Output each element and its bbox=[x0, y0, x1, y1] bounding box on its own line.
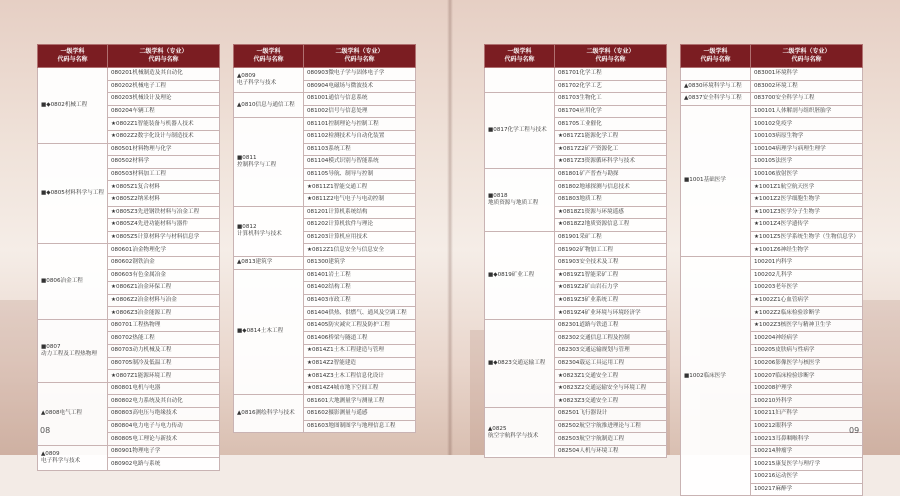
specialty-cell: ★1001Z1航空航天医学 bbox=[751, 181, 863, 194]
specialty-cell: ★0819Z4矿业环境与环境经济学 bbox=[555, 307, 667, 320]
discipline-cell: ▲0808电气工程 bbox=[38, 382, 108, 445]
specialty-cell: 100101人体解剖与组织胚胎学 bbox=[751, 105, 863, 118]
specialty-cell: 080801电机与电器 bbox=[108, 382, 220, 395]
specialty-cell: 100104病理学与病理生理学 bbox=[751, 143, 863, 156]
discipline-cell: ■◆0823交通运输工程 bbox=[485, 319, 555, 407]
specialty-cell: 100216运动医学 bbox=[751, 471, 863, 484]
specialty-cell: 081105导航、制导与控制 bbox=[304, 168, 416, 181]
major-table-4 bbox=[680, 44, 863, 496]
table-row bbox=[485, 93, 667, 106]
specialty-cell: 080805电工理论与新技术 bbox=[108, 433, 220, 446]
page-number-right: 09 bbox=[849, 426, 860, 435]
header-col-discipline: 一级学科 代码与名称 bbox=[234, 45, 304, 68]
table-row bbox=[681, 256, 863, 269]
specialty-cell: 081405防灾减灾工程及防护工程 bbox=[304, 319, 416, 332]
discipline-cell: ▲0809 电子科学与技术 bbox=[38, 445, 108, 470]
specialty-cell: 080204车辆工程 bbox=[108, 105, 220, 118]
specialty-cell: ★0807Z1能源环境工程 bbox=[108, 370, 220, 383]
specialty-cell: 081203计算机应用技术 bbox=[304, 231, 416, 244]
specialty-cell: 080702热能工程 bbox=[108, 332, 220, 345]
specialty-cell: ★1001Z6神经生物学 bbox=[751, 244, 863, 257]
specialty-cell: ★1001Z5医学系统生物学（生物信息学） bbox=[751, 231, 863, 244]
specialty-cell: 081903安全技术及工程 bbox=[555, 256, 667, 269]
specialty-cell: 080502材料学 bbox=[108, 156, 220, 169]
specialty-cell: 081801矿产普查与勘探 bbox=[555, 168, 667, 181]
specialty-cell: ★0811Z1智能交通工程 bbox=[304, 181, 416, 194]
specialty-cell: 100211妇产科学 bbox=[751, 408, 863, 421]
specialty-cell: 082303交通运输规划与管理 bbox=[555, 345, 667, 358]
specialty-cell: ★0819Z3矿业系统工程 bbox=[555, 294, 667, 307]
discipline-cell: ■0818 地质资源与地质工程 bbox=[485, 168, 555, 231]
specialty-cell: ★0823Z1交通安全工程 bbox=[555, 370, 667, 383]
specialty-cell: 081406桥梁与隧道工程 bbox=[304, 332, 416, 345]
specialty-cell: 080602钢铁冶金 bbox=[108, 256, 220, 269]
specialty-cell: 081101控制理论与控制工程 bbox=[304, 118, 416, 131]
specialty-cell: ★1002Z1心血管病学 bbox=[751, 294, 863, 307]
specialty-cell: 081901采矿工程 bbox=[555, 231, 667, 244]
specialty-cell: ★0823Z3交通安全工程 bbox=[555, 395, 667, 408]
table-row bbox=[485, 68, 667, 81]
specialty-cell: 080603有色金属冶金 bbox=[108, 269, 220, 282]
table-row bbox=[234, 118, 416, 131]
table-row bbox=[485, 168, 667, 181]
specialty-cell: ★0806Z1冶金环保工程 bbox=[108, 282, 220, 295]
specialty-cell: 080903微电子学与固体电子学 bbox=[304, 68, 416, 81]
discipline-cell: ■◆0805材料科学与工程 bbox=[38, 143, 108, 244]
header-col-specialty: 二级学科（专业） 代码与名称 bbox=[108, 45, 220, 68]
table-row bbox=[234, 93, 416, 106]
table-row bbox=[485, 231, 667, 244]
specialty-cell: 100102免疫学 bbox=[751, 118, 863, 131]
specialty-cell: 081701化学工程 bbox=[555, 68, 667, 81]
specialty-cell: ★0814Z1土木工程建造与管理 bbox=[304, 345, 416, 358]
specialty-cell: 081002信号与信息处理 bbox=[304, 105, 416, 118]
table-row bbox=[38, 319, 220, 332]
specialty-cell: ★0805Z1复合材料 bbox=[108, 181, 220, 194]
table-row bbox=[485, 319, 667, 332]
table-row bbox=[38, 68, 220, 81]
specialty-cell: 081001通信与信息系统 bbox=[304, 93, 416, 106]
header-col-specialty: 二级学科（专业） 代码与名称 bbox=[555, 45, 667, 68]
discipline-cell bbox=[681, 68, 751, 81]
specialty-cell: 100210外科学 bbox=[751, 395, 863, 408]
specialty-cell: 081104模式识别与智能系统 bbox=[304, 156, 416, 169]
specialty-cell: 083002环境工程 bbox=[751, 80, 863, 93]
specialty-cell: 100206影像医学与核医学 bbox=[751, 357, 863, 370]
specialty-cell: 081201计算机系统结构 bbox=[304, 206, 416, 219]
table-row bbox=[234, 269, 416, 282]
specialty-cell: 081802地球探测与信息技术 bbox=[555, 181, 667, 194]
specialty-cell: 081902矿物加工工程 bbox=[555, 244, 667, 257]
specialty-cell: 080902电路与系统 bbox=[108, 458, 220, 471]
specialty-cell: 080201机械制造及其自动化 bbox=[108, 68, 220, 81]
discipline-cell: ■◆0819矿业工程 bbox=[485, 231, 555, 319]
specialty-cell: 082302交通信息工程及控制 bbox=[555, 332, 667, 345]
specialty-cell: ★0819Z1智能采矿工程 bbox=[555, 269, 667, 282]
specialty-cell: 080701工程热物理 bbox=[108, 319, 220, 332]
discipline-cell: ▲0825 航空宇航科学与技术 bbox=[485, 408, 555, 458]
specialty-cell: 080802电力系统及其自动化 bbox=[108, 395, 220, 408]
specialty-cell: ★0817Z1能源化学工程 bbox=[555, 130, 667, 143]
discipline-cell: ▲0809 电子科学与技术 bbox=[234, 68, 304, 93]
specialty-cell: 082304载运工具运用工程 bbox=[555, 357, 667, 370]
specialty-cell: 081803地质工程 bbox=[555, 193, 667, 206]
specialty-cell: 100204神经病学 bbox=[751, 332, 863, 345]
table-row bbox=[38, 382, 220, 395]
discipline-cell: ■0812 计算机科学与技术 bbox=[234, 206, 304, 256]
specialty-cell: ★0805Z5计算材料学与材料信息学 bbox=[108, 231, 220, 244]
specialty-cell: 080601冶金物理化学 bbox=[108, 244, 220, 257]
table-row bbox=[681, 105, 863, 118]
discipline-cell: ▲0830环境科学与工程 bbox=[681, 80, 751, 93]
specialty-cell: 080804电力电子与电力传动 bbox=[108, 420, 220, 433]
discipline-cell bbox=[485, 68, 555, 93]
specialty-cell: 080501材料物理与化学 bbox=[108, 143, 220, 156]
specialty-cell: 081601大地测量学与测量工程 bbox=[304, 395, 416, 408]
specialty-cell: 081702化学工艺 bbox=[555, 80, 667, 93]
specialty-cell: 100205皮肤病与性病学 bbox=[751, 345, 863, 358]
table-row bbox=[234, 256, 416, 269]
discipline-cell: ■1001基础医学 bbox=[681, 105, 751, 256]
specialty-cell: 080901物理电子学 bbox=[108, 445, 220, 458]
specialty-cell: ★1001Z3医学分子生物学 bbox=[751, 206, 863, 219]
specialty-cell: 100207临床检验诊断学 bbox=[751, 370, 863, 383]
specialty-cell: 083700安全科学与工程 bbox=[751, 93, 863, 106]
table-row bbox=[38, 244, 220, 257]
specialty-cell: 081602摄影测量与遥感 bbox=[304, 408, 416, 421]
table-row bbox=[681, 68, 863, 81]
major-table-3 bbox=[484, 44, 667, 458]
specialty-cell: 080503材料加工工程 bbox=[108, 168, 220, 181]
book-spine bbox=[447, 0, 453, 455]
specialty-cell: ★0814Z2智能建造 bbox=[304, 357, 416, 370]
specialty-cell: ★0814Z4城市地下空间工程 bbox=[304, 382, 416, 395]
specialty-cell: ★0805Z3先进钢铁材料与冶金工程 bbox=[108, 206, 220, 219]
table-row bbox=[234, 206, 416, 219]
specialty-cell: 100202儿科学 bbox=[751, 269, 863, 282]
discipline-cell: ▲0810信息与通信工程 bbox=[234, 93, 304, 118]
specialty-cell: ★1001Z4医学遗传学 bbox=[751, 219, 863, 232]
specialty-cell: ★0806Z3冶金能源工程 bbox=[108, 307, 220, 320]
specialty-cell: 082503航空宇航制造工程 bbox=[555, 433, 667, 446]
specialty-cell: ★1001Z2医学细胞生物学 bbox=[751, 193, 863, 206]
specialty-cell: ★0805Z4先进功能材料与器件 bbox=[108, 219, 220, 232]
specialty-cell: 083001环境科学 bbox=[751, 68, 863, 81]
table-row bbox=[38, 445, 220, 458]
specialty-cell: ★0811Z2电气电子与电动控制 bbox=[304, 193, 416, 206]
table-row bbox=[234, 395, 416, 408]
discipline-cell: ■◆0802机械工程 bbox=[38, 68, 108, 144]
specialty-cell: ★0814Z3土木工程信息化设计 bbox=[304, 370, 416, 383]
discipline-cell: ■0806冶金工程 bbox=[38, 244, 108, 320]
discipline-cell: ■0807 动力工程及工程热物理 bbox=[38, 319, 108, 382]
discipline-cell: ■1002临床医学 bbox=[681, 256, 751, 495]
specialty-cell: 081703生物化工 bbox=[555, 93, 667, 106]
table-row bbox=[38, 143, 220, 156]
specialty-cell: 082502航空宇航推进理论与工程 bbox=[555, 420, 667, 433]
table-row bbox=[681, 93, 863, 106]
specialty-cell: 082501飞行器设计 bbox=[555, 408, 667, 421]
specialty-cell: 081705工业催化 bbox=[555, 118, 667, 131]
specialty-cell: 081403市政工程 bbox=[304, 294, 416, 307]
specialty-cell: ★0818Z1资源与环境遥感 bbox=[555, 206, 667, 219]
specialty-cell: 081704应用化学 bbox=[555, 105, 667, 118]
specialty-cell: ★0802Z2数字化设计与制造技术 bbox=[108, 130, 220, 143]
header-col-discipline: 一级学科 代码与名称 bbox=[681, 45, 751, 68]
specialty-cell: 081102检测技术与自动化装置 bbox=[304, 130, 416, 143]
discipline-cell: ▲0816测绘科学与技术 bbox=[234, 395, 304, 433]
specialty-cell: 100105法医学 bbox=[751, 156, 863, 169]
specialty-cell: 100214肿瘤学 bbox=[751, 445, 863, 458]
specialty-cell: 081202计算机软件与理论 bbox=[304, 219, 416, 232]
specialty-cell: ★0823Z2交通运输安全与环境工程 bbox=[555, 382, 667, 395]
specialty-cell: ★0818Z2地质资源信息工程 bbox=[555, 219, 667, 232]
specialty-cell: 080202机械电子工程 bbox=[108, 80, 220, 93]
specialty-cell: 100201内科学 bbox=[751, 256, 863, 269]
table-row bbox=[234, 68, 416, 81]
specialty-cell: 100203老年医学 bbox=[751, 282, 863, 295]
major-table-2 bbox=[233, 44, 416, 433]
header-col-discipline: 一级学科 代码与名称 bbox=[38, 45, 108, 68]
discipline-cell: ■◆0814土木工程 bbox=[234, 269, 304, 395]
specialty-cell: 081401岩土工程 bbox=[304, 269, 416, 282]
discipline-cell: ▲0813建筑学 bbox=[234, 256, 304, 269]
page-number-left: 08 bbox=[40, 426, 51, 435]
specialty-cell: ★1002Z3核医学与精神卫生学 bbox=[751, 319, 863, 332]
specialty-cell: 100208护理学 bbox=[751, 382, 863, 395]
specialty-cell: ★0806Z2冶金材料与冶金 bbox=[108, 294, 220, 307]
specialty-cell: 100212眼科学 bbox=[751, 420, 863, 433]
discipline-cell: ▲0837安全科学与工程 bbox=[681, 93, 751, 106]
header-col-specialty: 二级学科（专业） 代码与名称 bbox=[304, 45, 416, 68]
specialty-cell: 081402结构工程 bbox=[304, 282, 416, 295]
specialty-cell: 082301道路与铁道工程 bbox=[555, 319, 667, 332]
specialty-cell: 080203机械设计及理论 bbox=[108, 93, 220, 106]
specialty-cell: 080705制冷及低温工程 bbox=[108, 357, 220, 370]
specialty-cell: ★0817Z2矿产资源化工 bbox=[555, 143, 667, 156]
specialty-cell: 100217麻醉学 bbox=[751, 483, 863, 496]
specialty-cell: 080703动力机械及工程 bbox=[108, 345, 220, 358]
specialty-cell: ★1002Z2临床检验诊断学 bbox=[751, 307, 863, 320]
specialty-cell: 100213耳鼻咽喉科学 bbox=[751, 433, 863, 446]
specialty-cell: 081603地图制图学与地理信息工程 bbox=[304, 420, 416, 433]
discipline-cell: ■0817化学工程与技术 bbox=[485, 93, 555, 169]
specialty-cell: 082504人机与环境工程 bbox=[555, 445, 667, 458]
major-table-1 bbox=[37, 44, 220, 471]
specialty-cell: 100103病原生物学 bbox=[751, 130, 863, 143]
specialty-cell: 100106放射医学 bbox=[751, 168, 863, 181]
header-col-discipline: 一级学科 代码与名称 bbox=[485, 45, 555, 68]
header-col-specialty: 二级学科（专业） 代码与名称 bbox=[751, 45, 863, 68]
specialty-cell: ★0805Z2纳米材料 bbox=[108, 193, 220, 206]
specialty-cell: 100215康复医学与理疗学 bbox=[751, 458, 863, 471]
specialty-cell: 080904电磁场与微波技术 bbox=[304, 80, 416, 93]
specialty-cell: ★0819Z2矿山岩石力学 bbox=[555, 282, 667, 295]
specialty-cell: 080803高电压与绝缘技术 bbox=[108, 408, 220, 421]
specialty-cell: ★0817Z3资源循环科学与技术 bbox=[555, 156, 667, 169]
discipline-cell: ■0811 控制科学与工程 bbox=[234, 118, 304, 206]
table-row bbox=[681, 80, 863, 93]
specialty-cell: ★0802Z1智能装备与机器人技术 bbox=[108, 118, 220, 131]
specialty-cell: 081103系统工程 bbox=[304, 143, 416, 156]
table-row bbox=[485, 408, 667, 421]
specialty-cell: 081300建筑学 bbox=[304, 256, 416, 269]
specialty-cell: ★0812Z1信息安全与信息安全 bbox=[304, 244, 416, 257]
specialty-cell: 081404供热、供燃气、通风及空调工程 bbox=[304, 307, 416, 320]
